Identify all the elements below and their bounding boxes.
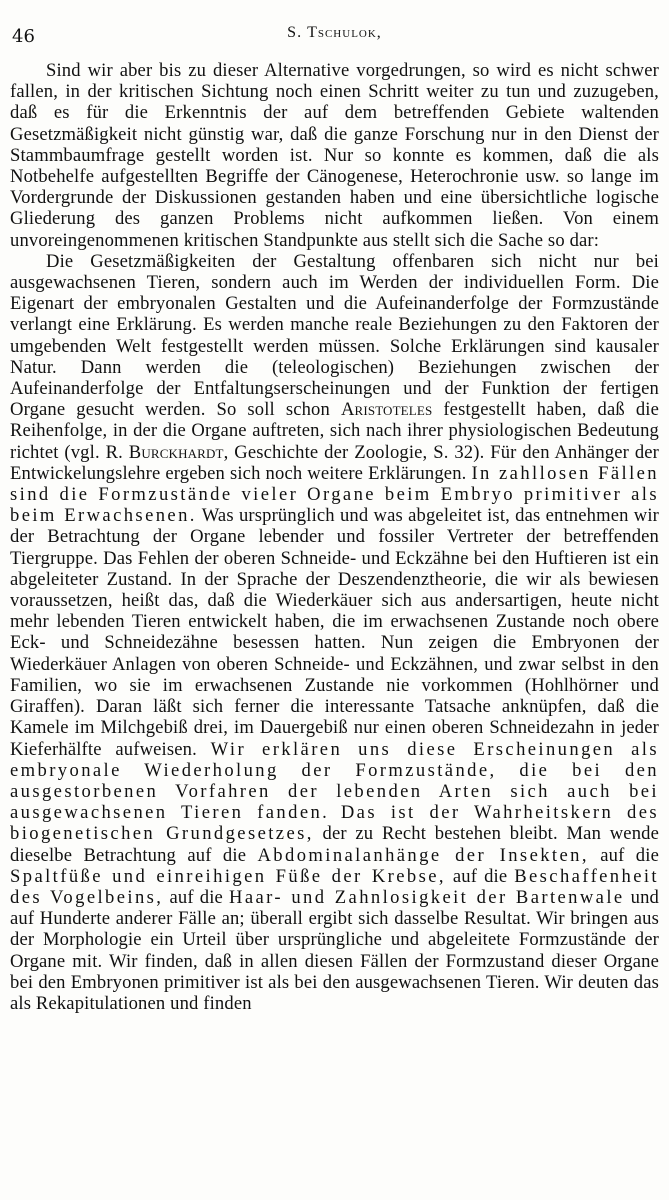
- text-segment: , Geschichte der Zoologie, S. 32). Für den Anhänger der Entwickelungslehre ergeben sich noch weitere Erklärungen.: [10, 441, 660, 484]
- text-segment: auf die: [163, 886, 230, 908]
- emphasized-text: In zahllosen Fällen sind die Formzustände vieler Organe beim Embryo primitiver als beim Erwachsenen.: [10, 462, 659, 527]
- text-segment: und auf Hunderte anderer Fälle an; überall ergibt sich dasselbe Resultat. Wir bringen aus der Morphologie ein Urteil über ursprüngliche und abgeleitete Formzustände der Organe mit. Wir finden, daß in allen diesen Fällen der Formzustand dieser Organe bei den Embryonen primitiver ist als bei den ausgewachsenen Tieren. Wir deuten das als Rekapitulationen und finden: [10, 886, 660, 1014]
- paragraph-2: [10, 251, 659, 1014]
- text-segment: der zu Recht bestehen bleibt. Man wende dieselbe Betrachtung auf die: [10, 823, 659, 866]
- author-name: Tschulok,: [307, 24, 382, 41]
- body-text: [10, 60, 659, 1014]
- emphasized-text: Abdominalanhänge der Insekten,: [257, 844, 589, 866]
- author-reference-burckhardt: Burckhardt: [128, 441, 224, 463]
- emphasized-text: Das ist der Wahrheitskern des biogenetischen Grundgesetzes,: [10, 802, 659, 845]
- emphasized-text: Wir erklären uns diese Erscheinungen als embryonale Wiederholung der Formzustände, die bei den ausgestorbenen Vorfahren der lebenden Arten sich auch bei ausgewachsenen Tieren fanden.: [10, 738, 659, 824]
- emphasized-text: Spaltfüße und einreihigen Füße der Krebse,: [10, 865, 446, 887]
- text-segment: Die Gesetzmäßigkeiten der Gestaltung offenbaren sich nicht nur bei ausgewachsenen Tieren, sondern auch im Werden der individuellen Form. Die Eigenart der embryonalen Gestalten und die Aufeinanderfolge der Formzustände verlangt eine Erklärung. Es werden manche reale Beziehungen zu den Faktoren der umgebenden Welt festgestellt werden müssen. Solche Erklärungen sind kausaler Natur. Dann werden die (teleologischen) Beziehungen zwischen der Aufeinanderfolge der Entfaltungserscheinungen und der Funktion der fertigen Organe gesucht werden. So soll schon: [10, 250, 659, 421]
- text-segment: Was ursprünglich und was abgeleitet ist, das entnehmen wir der Betrachtung der Organe lebender und fossiler Vertreter der betreffenden Tiergruppe. Das Fehlen der oberen Schneide- und Eckzähne bei den Huftieren ist ein abgeleiteter Zustand. In der Sprache der Deszendenztheorie, die wir als bewiesen voraussetzen, heißt das, daß die Wiederkäuer sich aus andersartigen, heute nicht mehr lebenden Tieren entwickelt haben, die im erwachsenen Zustande noch obere Eck- und Schneidezähne besessen hatten. Nun zeigen die Embryonen der Wiederkäuer Anlagen von oberen Schneide- und Eckzähnen, und zwar selbst in den Familien, wo sie im erwachsenen Zustande nie vorkommen (Hohlhörner und Giraffen). Daran läßt sich ferner die interessante Tatsache anknüpfen, daß die Kamele im Milchgebiß drei, im Dauergebiß nur einen oberen Schneidezahn in jeder Kieferhälfte aufweisen.: [10, 505, 660, 760]
- page-number: 46: [12, 26, 35, 47]
- emphasized-text: Beschaffenheit des Vogelbeins,: [10, 865, 659, 908]
- paragraph-1: [10, 60, 659, 251]
- text-segment: auf die: [445, 865, 515, 887]
- author-reference-aristoteles: Aristoteles: [340, 399, 433, 421]
- page-header: [10, 24, 659, 50]
- emphasized-text: Haar- und Zahnlosigkeit der Bartenwale: [229, 886, 625, 908]
- running-head: [10, 24, 659, 42]
- text-segment: [329, 802, 341, 823]
- text-segment: Sind wir aber bis zu dieser Alternative vorgedrungen, so wird es nicht schwer fallen, in der kritischen Sichtung noch einen Schritt weiter zu tun und zuzugeben, daß es für die Erkenntnis der auf dem betreffenden Gebiete waltenden Gesetzmäßigkeit nicht günstig war, daß die ganze Forschung nur in den Dienst der Stammbaumfrage gestellt worden ist. Nur so konnte es kommen, daß die als Notbehelfe aufgestellten Begriffe der Cänogenese, Heterochronie usw. so lange im Vordergrunde der Diskussionen gestanden haben und eine übersichtliche logische Gliederung des ganzen Problems nicht aufkommen ließen. Von einem unvoreingenommenen kritischen Standpunkte aus stellt sich die Sache so dar:: [10, 60, 659, 251]
- text-segment: festgestellt haben, daß die Reihenfolge, in der die Organe auftreten, sich nach ihrer physiologischen Bedeutung richtet (vgl. R.: [10, 399, 659, 463]
- text-segment: auf die: [588, 844, 659, 866]
- author-initial: S.: [287, 24, 303, 41]
